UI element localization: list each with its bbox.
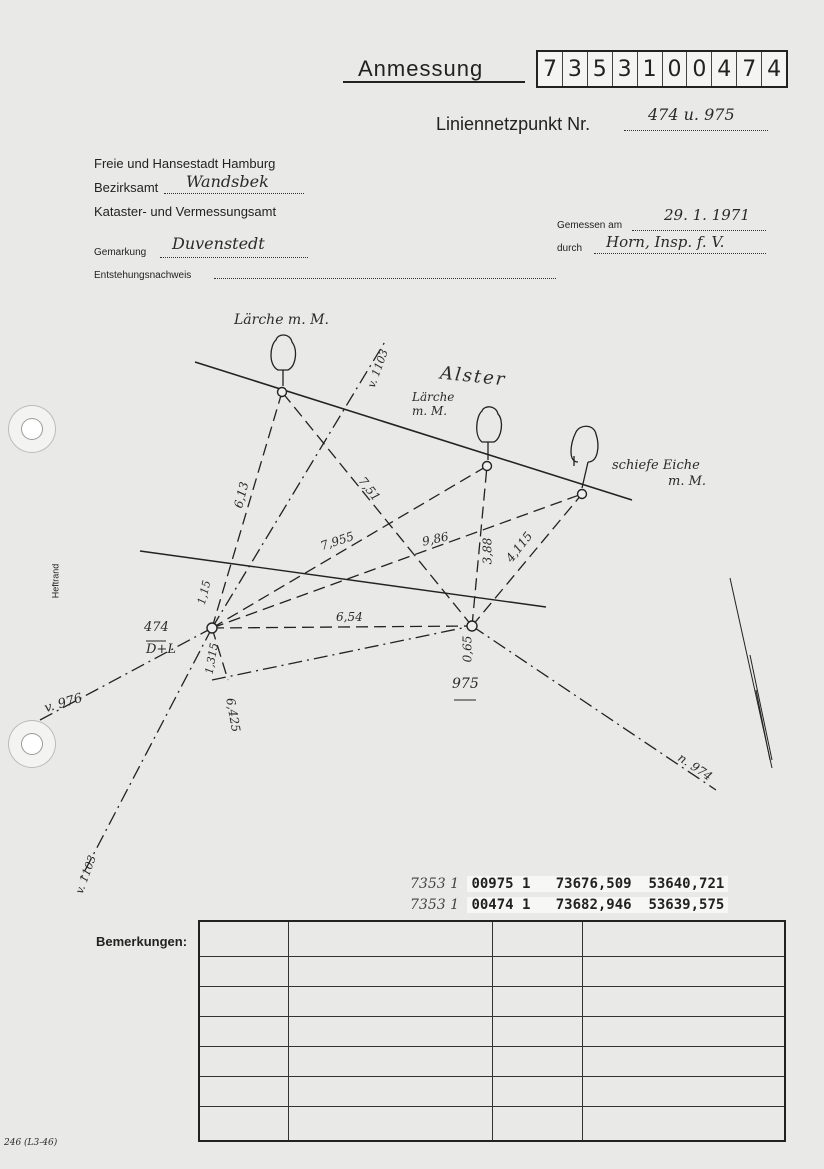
code-digit: 7 [538, 52, 563, 86]
tree2-point [483, 462, 492, 471]
coord-row-1 [410, 876, 728, 892]
office-line-3: Kataster- und Vermessungsamt [94, 204, 277, 219]
remarks-table [198, 920, 786, 1142]
point-474 [207, 623, 217, 633]
tree3-label-a: schiefe Eiche [612, 458, 700, 473]
bezirksamt-value: Wandsbek [186, 172, 269, 191]
surveyor-value: Horn, Insp. f. V. [606, 233, 725, 251]
line-474-tree3 [212, 494, 582, 628]
measure-751: 7,51 [355, 474, 384, 504]
line-974-tree2 [212, 466, 487, 628]
table-row [199, 1016, 785, 1046]
coord-prefix-1: 7353 1 [410, 876, 459, 892]
point-975 [467, 621, 477, 631]
measure-1315: 1,315 [202, 641, 221, 676]
coord-value-2: 00474 1 73682,946 53639,575 [467, 897, 728, 913]
tree1-label: Lärche m. M. [234, 312, 329, 328]
measure-115: 1,15 [194, 579, 214, 606]
top-ref-label: v. 1103 [365, 347, 391, 390]
tree3-label-b: m. M. [668, 474, 707, 489]
left-ref-label: v. 976 [42, 690, 85, 717]
point-number-value: 474 u. 975 [648, 105, 735, 124]
line-975-tree1 [282, 392, 472, 626]
coord-row-2 [410, 897, 728, 913]
right-ref-label: n. 974 [675, 750, 715, 784]
code-digit: 4 [767, 56, 782, 82]
tree3-point [578, 490, 587, 499]
river-label: Alster [439, 362, 508, 391]
alster-line [195, 362, 632, 500]
measure-986: 9,86 [420, 529, 450, 549]
gemarkung-value: Duvenstedt [172, 234, 265, 253]
code-digit: 0 [663, 52, 688, 86]
line-474-tree1 [212, 392, 282, 628]
coord-prefix-2: 7353 1 [410, 897, 459, 913]
bezirksamt-label: Bezirksamt [94, 180, 159, 195]
table-row [199, 1106, 785, 1141]
measure-654: 6,54 [336, 610, 363, 624]
entstehung-label: Entstehungsnachweis [94, 270, 192, 281]
measure-388: 3,88 [480, 537, 495, 565]
code-digit: 3 [613, 52, 638, 86]
tree3-icon [571, 426, 598, 488]
north-arrow-2 [750, 655, 772, 760]
measure-7955: 7,955 [318, 529, 356, 553]
date-label: Gemessen am [557, 220, 623, 231]
date-value: 29. 1. 1971 [664, 206, 750, 224]
coord-value-1: 00975 1 73676,509 53640,721 [467, 876, 728, 892]
tree1-point [278, 388, 287, 397]
gemarkung-label: Gemarkung [94, 247, 147, 258]
code-digit: 3 [563, 52, 588, 86]
point474-label-b: D+L [146, 642, 176, 657]
tree2-label-b: m. M. [412, 404, 448, 418]
code-digit: 5 [588, 52, 613, 86]
point-number-label: Liniennetzpunkt Nr. [436, 114, 591, 134]
table-row [199, 1076, 785, 1106]
code-digit: 1 [638, 52, 663, 86]
tree1-icon [271, 335, 295, 386]
point474-label-a: 474 [144, 620, 169, 635]
footer-code: 246 (L3-46) [4, 1138, 58, 1148]
line-left-975 [212, 626, 475, 680]
measure-4115: 4,115 [503, 529, 536, 565]
margin-label: Heftrand [50, 563, 61, 599]
line-474-bottom-ref [80, 628, 212, 880]
office-line-1: Freie und Hansestadt Hamburg [94, 156, 276, 171]
table-row [199, 956, 785, 986]
surveyor-label: durch [557, 243, 583, 254]
point975-label: 975 [452, 676, 479, 692]
form-title: Anmessung [358, 56, 484, 81]
measure-613: 6,13 [231, 480, 252, 510]
remarks-label: Bemerkungen: [96, 934, 188, 949]
code-digit: 7 [737, 52, 762, 86]
north-arrow-3 [756, 690, 770, 760]
measure-6425: 6,425 [223, 696, 244, 734]
table-row [199, 986, 785, 1016]
code-digit: 4 [712, 52, 737, 86]
tree2-label-a: Lärche [412, 390, 455, 404]
bottom-ref-label: v. 1103 [73, 853, 99, 896]
measure-065: 0,65 [460, 635, 475, 663]
line-474-975 [212, 626, 472, 628]
table-row [199, 1046, 785, 1076]
table-row [199, 921, 785, 956]
code-digit: 0 [687, 52, 712, 86]
